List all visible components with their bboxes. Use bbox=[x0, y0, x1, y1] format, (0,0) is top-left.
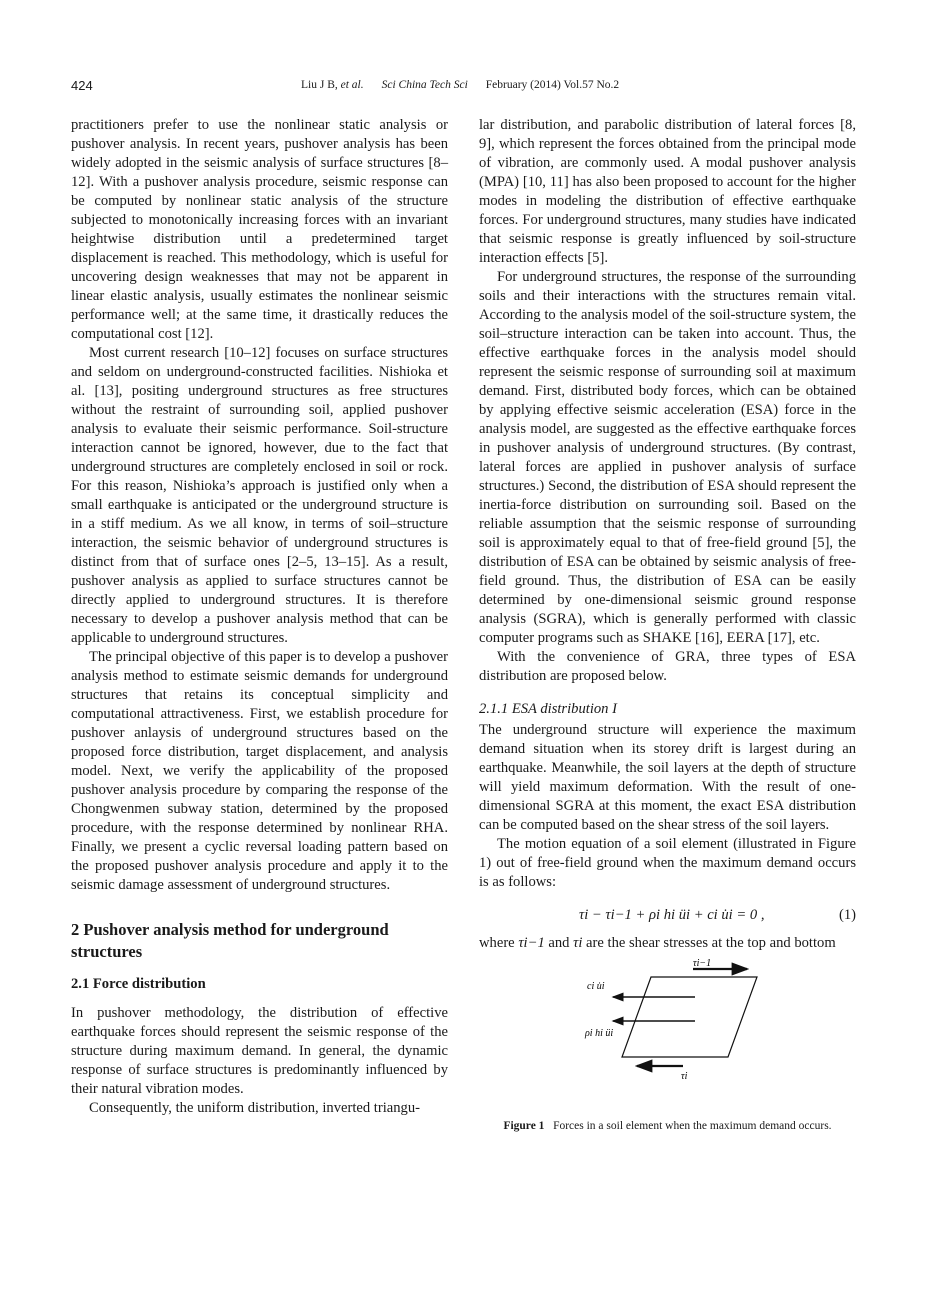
soil-element-parallelogram bbox=[622, 977, 757, 1057]
running-head-etal: et al. bbox=[340, 79, 364, 91]
figure-caption-label: Figure 1 bbox=[503, 1120, 545, 1132]
running-head bbox=[301, 79, 619, 91]
figure-1 bbox=[479, 958, 856, 1111]
paragraph: The principal objective of this paper is to develop a pushover analysis method to estimate seismic demands for underground structures that retains its conceptual simplicity and computational attractiveness. First, we establish procedure for pushover anlaysis of underground structures based on the proposed force distribution, target displacement, and analysis model. Next, we verify the applicability of the proposed pushover analysis procedure by comparing the response of the Chongwenmen subway station, determined by the proposed procedure, with the response determined by nonlinear RHA. Finally, we present a cyclic reversal loading pattern based on the proposed pushover analysis procedure and apply it to the seismic damage assessment of underground structures. bbox=[71, 649, 448, 893]
math-tau: τi bbox=[573, 935, 583, 951]
paragraph: lar distribution, and parabolic distribution of lateral forces [8, 9], which represent the forces obtained from the principal mode of vibration, are commonly used. A modal pushover analysis (MPA) [10, 11] has also been proposed to account for the higher modes in modeling the distribution of effective earthquake forces. For underground structures, many studies have indicated that seismic response is greatly influenced by soil-structure interaction effects [5]. bbox=[479, 117, 856, 266]
subsection-heading: 2.1 Force distribution bbox=[71, 976, 206, 992]
paragraph: In pushover methodology, the distribution of effective earthquake forces should represent the seismic response of the structure during maximum demand. In general, the dynamic response of surface structures is predominantly influenced by their natural vibration modes. bbox=[71, 1005, 448, 1097]
equation-body: τi − τi−1 + ρi hi üi + ci u̇i = 0 , bbox=[579, 907, 765, 923]
paragraph: Consequently, the uniform distribution, inverted triangu- bbox=[89, 1100, 421, 1116]
soil-element-diagram bbox=[585, 958, 797, 1082]
text-run: where bbox=[479, 935, 519, 951]
running-head-issue: February (2014) Vol.57 No.2 bbox=[485, 79, 620, 91]
label-damping: ci u̇i bbox=[587, 981, 605, 992]
label-inertia: ρi hi üi bbox=[585, 1028, 614, 1039]
section-heading: 2 Pushover analysis method for underground structures bbox=[71, 920, 389, 961]
label-tau-bottom: τi bbox=[681, 1071, 688, 1082]
math-tau-prev: τi−1 bbox=[518, 935, 545, 951]
paragraph: The motion equation of a soil element (illustrated in Figure 1) out of free-field ground when the maximum demand occurs is as follows: bbox=[479, 836, 856, 890]
paragraph: Most current research [10–12] focuses on surface structures and seldom on underground-constructed facilities. Nishioka et al. [13], positing underground structures as free structures without the restraint of surrounding soil, applied pushover analysis to evaluate their seismic performance. Soil-structure interaction cannot be ignored, however, due to the fact that underground structures are completely enclosed in soil or rock. For this reason, Nishioka’s approach is justified only when a small earthquake is anticipated or the underground structure is in a stiff medium. As we all know, in terms of soil–structure interaction, the seismic behavior of underground structures is distinct from that of surface ones [2–5, 13–15]. As a result, pushover analysis as applied to surface structures cannot be directly applied to underground structures. It is therefore necessary to develop a pushover analysis method that can be applicable to underground structures. bbox=[71, 345, 448, 646]
paragraph: The underground structure will experience the maximum demand situation when its storey drift is largest during an earthquake. Meanwhile, the soil layers at the depth of structure will yield maximum deformation. With the result of one-dimensional SGRA at this moment, the exact ESA distribution can be computed based on the shear stress of the soil layers. bbox=[479, 722, 856, 833]
paragraph: practitioners prefer to use the nonlinear static analysis or pushover analysis. In recent years, pushover analysis has been widely adopted in the seismic analysis of surface structures [8–12]. With a pushover analysis procedure, seismic response can be computed by nonlinear static analysis of the structure subjected to monotonically increasing forces with an invariant heightwise distribution until a predetermined target displacement is reached. This methodology, which is useful for uncovering design weaknesses that may not be apparent in linear elastic analysis, usually estimates the nonlinear seismic performance well; at the same time, it drastically reduces the computational cost [12]. bbox=[71, 117, 448, 342]
left-column bbox=[71, 116, 448, 1118]
running-head-journal: Sci China Tech Sci bbox=[381, 79, 468, 91]
running-head-authors: Liu J B, bbox=[301, 79, 338, 91]
paragraph bbox=[479, 934, 856, 953]
paragraph: With the convenience of GRA, three types of ESA distribution are proposed below. bbox=[479, 649, 856, 684]
paragraph: For underground structures, the response of the surrounding soils and their interactions with the structures remain vital. According to the analysis model of the soil-structure system, the soil–structure interaction can be taken into account. Thus, the effective earthquake forces in the analysis model should represent the seismic response of surrounding soil at maximum demand. First, distributed body forces, which can be obtained by applying effective seismic acceleration (ESA) force in the analysis model, are suggested as the effective earthquake forces in pushover analysis of underground structures. (By contrast, lateral forces are applied in pushover analysis of surface structures.) Second, the distribution of ESA should represent the inertia-force distribution on surrounding soil. Based on the reliable assumption that the seismic response of surrounding soil is approximately equal to that of free-field ground [5], the distribution of ESA can be obtained by seismic analysis of free-field ground. Thus, the distribution of ESA can be easily determined by one-dimensional seismic ground response analysis (SGRA), which is generally performed with classic computer programs such as SHAKE [16], EERA [17], etc. bbox=[479, 269, 856, 646]
equation-1 bbox=[479, 902, 856, 928]
subsubsection-heading: 2.1.1 ESA distribution I bbox=[479, 701, 617, 717]
right-column bbox=[479, 116, 856, 1136]
figure-caption bbox=[479, 1117, 856, 1136]
figure-caption-text: Forces in a soil element when the maximum demand occurs. bbox=[553, 1120, 832, 1132]
text-run: and bbox=[544, 935, 574, 951]
page-header bbox=[71, 78, 855, 96]
label-tau-top: τi−1 bbox=[693, 958, 712, 969]
equation-number: (1) bbox=[838, 907, 856, 923]
page-number: 424 bbox=[71, 78, 93, 93]
text-run: are the shear stresses at the top and bottom bbox=[582, 935, 836, 951]
